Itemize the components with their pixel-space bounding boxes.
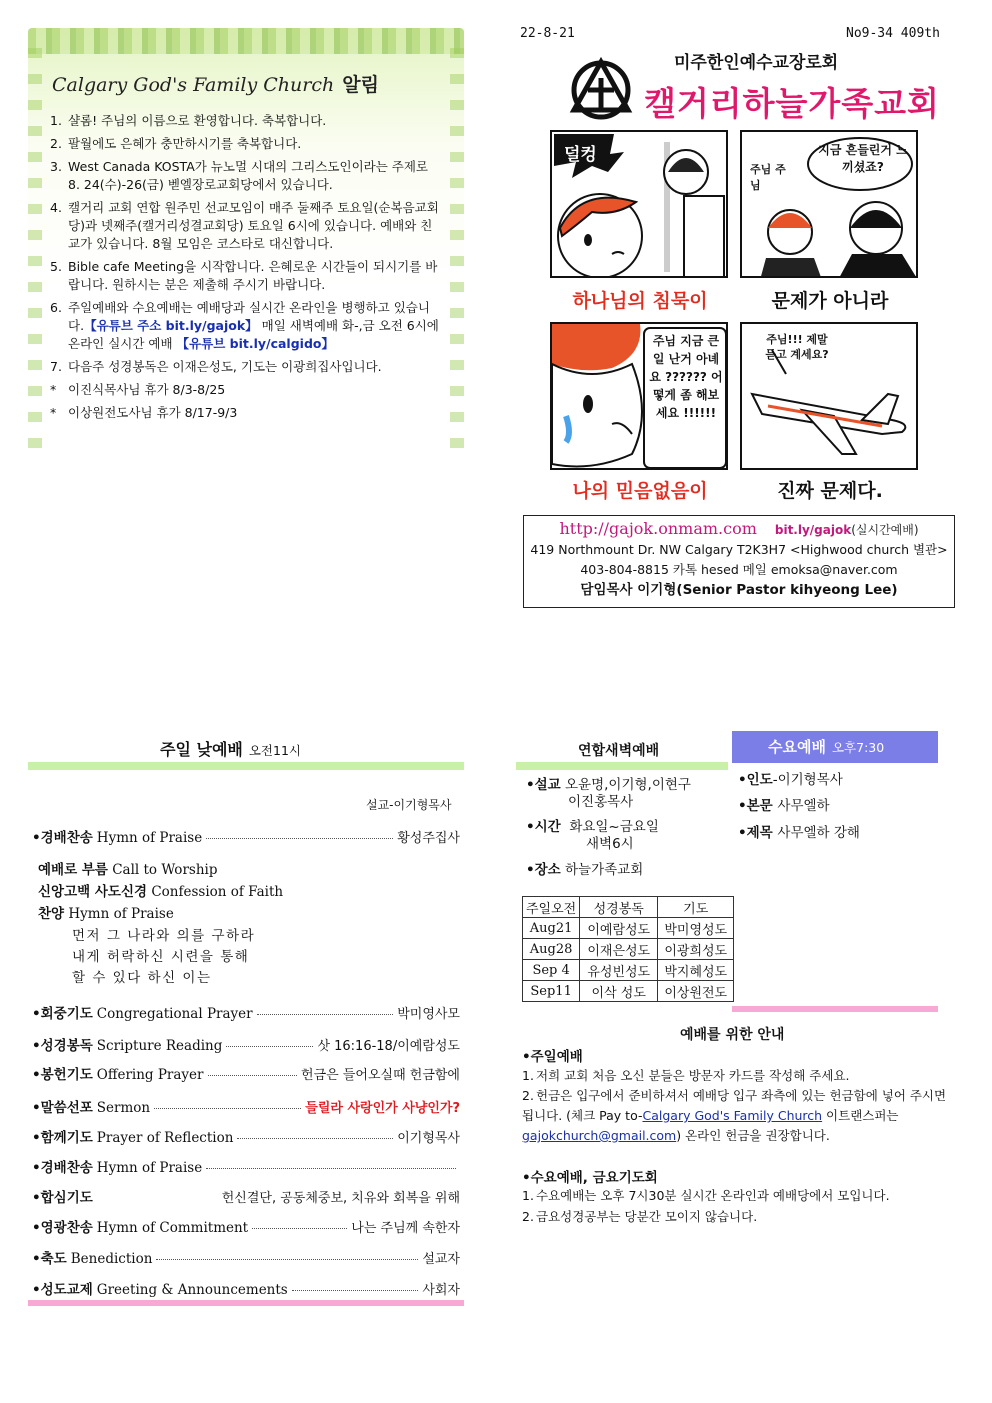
speech-text: 주님 주님 <box>750 163 786 192</box>
pastor-name: 담임목사 이기형(Senior Pastor kihyeong Lee) <box>580 582 898 598</box>
speech-bubble: 주님!!! 제말 듣고 계세요? <box>765 333 829 361</box>
table-row: Sep11 이삭 성도 이상원전도 <box>523 981 734 1002</box>
order-item: 찬양 Hymn of Praise <box>38 906 174 922</box>
dawn-title: 연합새벽예배 <box>578 743 660 759</box>
preacher: 설교-이기형목사 <box>366 798 452 812</box>
table-row: Sep 4 유성빈성도 박지혜성도 <box>523 960 734 981</box>
divider <box>28 762 464 770</box>
list-item: * 이상원전도사님 휴가 8/17-9/3 <box>50 405 238 420</box>
comic-panel <box>740 322 918 470</box>
order-item: 예배로 부름 Call to Worship <box>38 862 218 878</box>
order-row: •영광찬송 Hymn of Commitment 나는 주님께 속한자 <box>32 1220 460 1236</box>
notice-list <box>50 112 440 427</box>
comic-panel <box>550 322 728 470</box>
bulletin-date: 22-8-21 <box>520 26 575 41</box>
guide-sunday-heading: •주일예배 <box>522 1049 583 1065</box>
sunday-title: 주일 낮예배 오전11시 <box>160 740 301 759</box>
schedule-table <box>522 896 734 1002</box>
church-logo-icon <box>566 56 636 122</box>
order-row: •성경봉독 Scripture Reading 삿 16:16-18/이예람성도 <box>32 1038 460 1054</box>
order-row: •축도 Benediction 설교자 <box>32 1251 460 1267</box>
dawn-time-2: 새벽6시 <box>586 836 634 852</box>
website-link[interactable]: http://gajok.onmam.com <box>559 519 757 538</box>
hymn-title: 내게 허락하신 시련을 통해 <box>72 949 250 965</box>
vine-decoration <box>450 48 464 448</box>
phone-email: 403-804-8815 카톡 hesed 메일 emoksa@naver.com <box>580 562 898 577</box>
table-row: Aug21 이예람성도 박미영성도 <box>523 918 734 939</box>
order-item: 신앙고백 사도신경 Confession of Faith <box>38 884 284 900</box>
list-item: 5. Bible cafe Meeting을 시작합니다. 은혜로운 시간들이 되시기를 바랍니다. 원하시는 분은 제출해 주시기 바랍니다. <box>50 259 438 292</box>
contact-box <box>523 515 955 608</box>
comic-panel <box>740 130 918 278</box>
comic-panel <box>550 130 728 278</box>
list-item: 4. 캘거리 교회 연합 원주민 선교모임이 매주 둘째주 토요일(순복음교회당)과 넷째주(캘거리성결교회당) 토요일 6시에 있습니다. 예배와 친교가 있습니다. 8월 모임은 코스타로 대신합니다. <box>50 200 439 251</box>
comic-caption: 나의 믿음없음이 <box>572 480 708 502</box>
notice-title: Calgary God's Family Church 알림 <box>52 74 379 96</box>
speech-bubble: 덜컹 <box>564 145 597 165</box>
vine-decoration <box>28 28 464 54</box>
guide-wednesday-heading: •수요예배, 금요기도회 <box>522 1170 658 1186</box>
dawn-speaker: •설교 오윤명,이기형,이현구 <box>526 777 691 793</box>
denomination: 미주한인예수교장로회 <box>674 53 839 73</box>
payee-link[interactable]: Calgary God's Family Church <box>642 1108 823 1123</box>
youtube-link[interactable]: 【유튜브 bit.ly/calgido】 <box>176 336 334 351</box>
dawn-place: •장소 하늘가족교회 <box>526 862 644 878</box>
order-row: •말씀선포 Sermon 들릴라 사랑인가 사냥인가? <box>32 1100 460 1116</box>
order-row: •회중기도 Congregational Prayer 박미영사모 <box>32 1006 460 1022</box>
wednesday-text: •본문 사무엘하 <box>738 798 830 814</box>
youtube-link[interactable]: 【유튜브 주소 bit.ly/gajok】 <box>84 318 258 333</box>
guide-title: 예배를 위한 안내 <box>680 1027 785 1043</box>
email-link[interactable]: gajokchurch@gmail.com <box>522 1128 677 1143</box>
hymn-title: 먼저 그 나라와 의를 구하라 <box>72 928 256 944</box>
list-item: 1. 샬롬! 주님의 이름으로 환영합니다. 축복합니다. <box>50 113 327 128</box>
dawn-speaker-2: 이진홍목사 <box>568 794 634 810</box>
issue-number: No9-34 409th <box>846 26 940 41</box>
live-stream-link[interactable]: bit.ly/gajok <box>774 523 852 537</box>
guide-item: 1. 저희 교회 처음 오신 분들은 방문자 카드를 작성해 주세요. <box>522 1068 850 1083</box>
divider <box>28 1300 464 1306</box>
list-item: * 이진식목사님 휴가 8/3-8/25 <box>50 382 226 397</box>
speech-bubble: 주님 지금 큰일 난거 아녜요 ?????? 어떻게 좀 해보세요 !!!!!! <box>649 334 723 420</box>
dawn-time: •시간 화요일~금요일 <box>526 819 659 835</box>
wednesday-title: 수요예배 오후7:30 <box>732 731 938 763</box>
hymn-title: 할 수 있다 하신 이는 <box>72 970 212 986</box>
vine-decoration <box>28 48 42 448</box>
order-row: •성도교제 Greeting & Announcements 사회자 <box>32 1282 460 1298</box>
wednesday-leader: •인도-이기형목사 <box>738 772 843 788</box>
list-item: 2. 팔월에도 은혜가 충만하시기를 축복합니다. <box>50 136 302 151</box>
speech-bubble: 지금 흔들린거 느끼셨죠? <box>818 143 908 174</box>
guide-item: 2. 헌금은 입구에서 준비하셔서 예배당 입구 좌측에 있는 헌금함에 넣어 주시면 됩니다. (체크 Pay to-Calgary God's Family Church 이트랜스퍼는 gajokchurch@gmail.com) 온라인 헌금을 권장합니다. <box>522 1088 947 1143</box>
church-name: 캘거리하늘가족교회 <box>644 84 940 123</box>
order-row: •함께기도 Prayer of Reflection 이기형목사 <box>32 1130 460 1146</box>
divider <box>516 762 728 770</box>
order-row: •봉헌기도 Offering Prayer 헌금은 들어오실때 헌금함에 <box>32 1067 460 1083</box>
table-row: Aug28 이재은성도 이광희성도 <box>523 939 734 960</box>
order-row: •경배찬송 Hymn of Praise <box>32 1156 460 1176</box>
live-label: (실시간예배) <box>851 523 919 537</box>
divider <box>732 1006 938 1012</box>
order-row: •합심기도 헌신결단, 공동체중보, 치유와 회복을 위해 <box>32 1190 460 1206</box>
guide-item: 1. 수요예배는 오후 7시30분 실시간 온라인과 예배당에서 모입니다. <box>522 1188 890 1203</box>
comic-caption: 진짜 문제다. <box>777 480 883 502</box>
comic-caption: 하나님의 침묵이 <box>572 290 708 312</box>
guide-item: 2. 금요성경공부는 당분간 모이지 않습니다. <box>522 1209 758 1224</box>
comic-caption: 문제가 아니라 <box>771 290 889 312</box>
order-row: •경배찬송 Hymn of Praise 황성주집사 <box>32 830 460 846</box>
address: 419 Northmount Dr. NW Calgary T2K3H7 <Highwood church 별관> <box>530 542 948 557</box>
list-item: 7. 다음주 성경봉독은 이재은성도, 기도는 이광희집사입니다. <box>50 359 382 374</box>
list-item: 6. 주일예배와 수요예배는 예배당과 실시간 온라인을 병행하고 있습니다.【유튜브 주소 bit.ly/gajok】 매일 새벽예배 화-,금 오전 6시에 온라인 실시간 예배 【유튜브 bit.ly/calgido】 <box>50 300 439 351</box>
list-item: 3. West Canada KOSTA가 뉴노멀 시대의 그리스도인이라는 주제로 8. 24(수)-26(금) 벧엘장로교회당에서 있습니다. <box>50 159 428 192</box>
wednesday-subject: •제목 사무엘하 강해 <box>738 825 860 841</box>
table-row: 주일오전 성경봉독 기도 <box>523 897 734 918</box>
